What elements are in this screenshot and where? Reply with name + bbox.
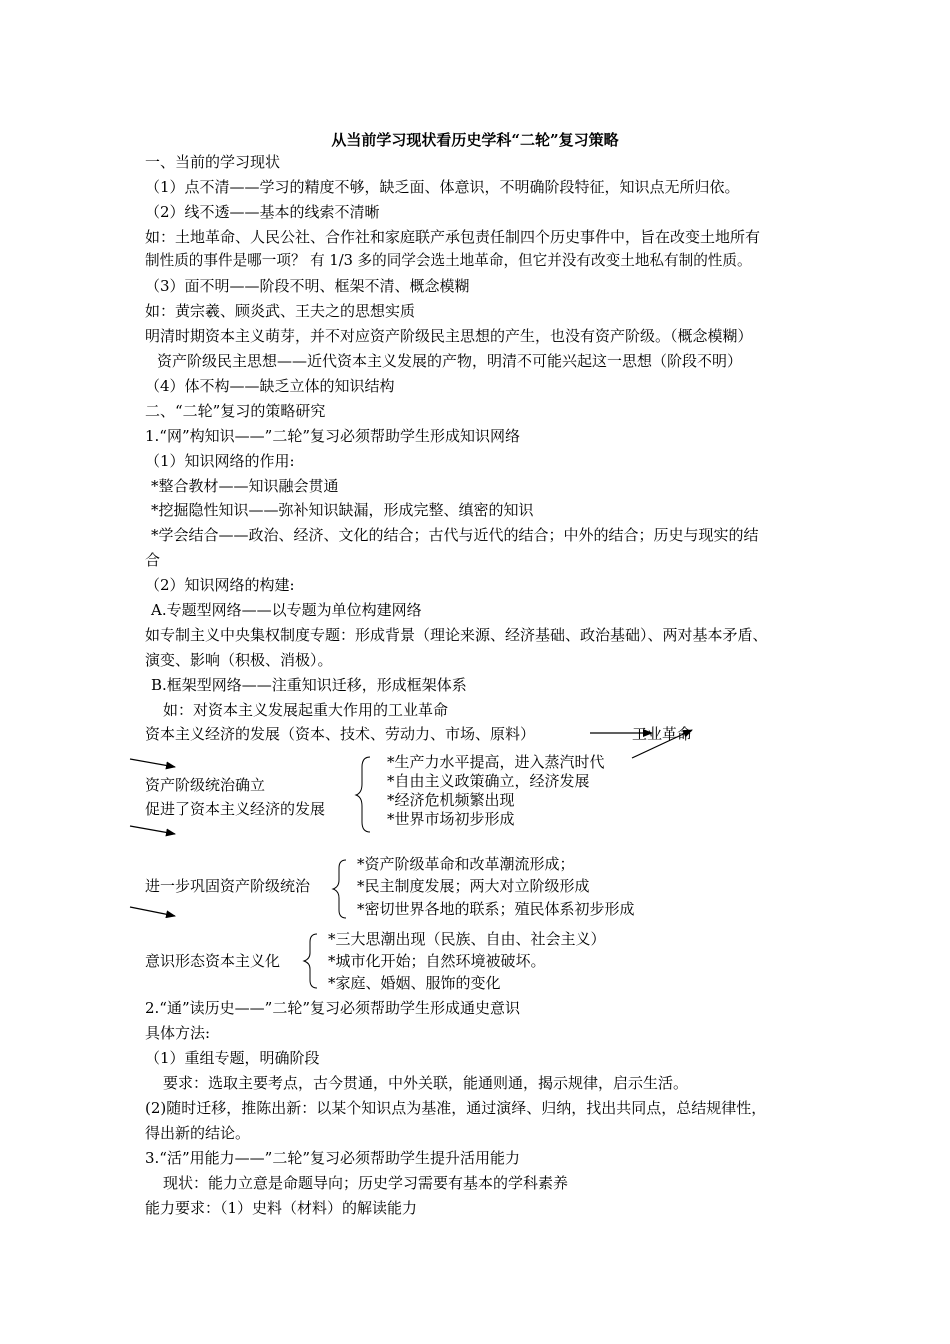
text-line: 能力要求：（1）史料（材料）的解读能力 [145,1199,418,1217]
brace-3 [304,934,317,988]
section-heading: 一、当前的学习现状 [145,153,281,171]
text-line: 如：对资本主义发展起重大作用的工业革命 [163,701,449,719]
page-title: 从当前学习现状看历史学科“二轮”复习策略 [331,131,619,149]
arrow-left-1 [130,759,175,767]
text-line: （1）点不清——学习的精度不够，缺乏面、体意识，不明确阶段特征，知识点无所归依。 [145,178,740,196]
diagram-g1-left: 促进了资本主义经济的发展 [145,800,326,818]
text-line: （2）知识网络的构建: [145,576,295,594]
arrow-up-right [632,730,692,758]
text-line: *学会结合——政治、经济、文化的结合；古代与近代的结合；中外的结合；历史与现实的结 [151,526,759,544]
diagram-g3-item: *城市化开始；自然环境被破坏。 [328,952,546,970]
text-line: 1.“网”构知识——”二轮”复习必须帮助学生形成知识网络 [145,427,520,445]
diagram-g3-left: 意识形态资本主义化 [145,952,281,970]
text-line: （3）面不明——阶段不明、框架不清、概念模糊 [145,277,470,295]
diagram-top-right: 工业革命 [632,725,693,743]
diagram-g2-left: 进一步巩固资产阶级统治 [145,877,311,895]
text-line: (2)随时迁移，推陈出新：以某个知识点为基准，通过演绎、归纳，找出共同点，总结规律性， [145,1099,767,1117]
section-heading: 3.“活”用能力——”二轮”复习必须帮助学生提升活用能力 [145,1149,520,1167]
diagram-g3-item: *三大思潮出现（民族、自由、社会主义） [328,930,606,948]
text-line: （4）体不构——缺乏立体的知识结构 [145,377,395,395]
diagram-g2-item: *资产阶级革命和改革潮流形成； [357,855,575,873]
section-heading: 二、“二轮”复习的策略研究 [145,402,326,420]
text-line: 合 [145,551,161,569]
text-line: （1）知识网络的作用: [145,452,295,470]
brace-1 [356,757,370,832]
text-line: 如：黄宗羲、顾炎武、王夫之的思想实质 [145,302,416,320]
text-line: *挖掘隐性知识——弥补知识缺漏，形成完整、缜密的知识 [151,501,534,519]
diagram-g1-item: *自由主义政策确立，经济发展 [387,772,590,790]
diagram-g1-left: 资产阶级统治确立 [145,776,266,794]
brace-2 [333,860,346,918]
text-line: （2）线不透——基本的线索不清晰 [145,203,380,221]
text-line: A.专题型网络——以专题为单位构建网络 [151,601,422,619]
text-line: 如：土地革命、人民公社、合作社和家庭联产承包责任制四个历史事件中，旨在改变土地所有 [145,228,761,246]
text-line: 具体方法: [145,1024,211,1042]
arrow-left-2 [130,826,175,834]
text-line: 明清时期资本主义萌芽，并不对应资产阶级民主思想的产生，也没有资产阶级。（概念模糊） [145,327,753,345]
text-line: 得出新的结论。 [145,1124,251,1142]
diagram-g2-item: *民主制度发展；两大对立阶级形成 [357,877,590,895]
arrow-left-3 [130,907,175,916]
diagram-top-left: 资本主义经济的发展（资本、技术、劳动力、市场、原料） [145,725,536,743]
text-line: 资产阶级民主思想——近代资本主义发展的产物，明清不可能兴起这一思想（阶段不明） [157,352,743,370]
section-heading: 2.“通”读历史——”二轮”复习必须帮助学生形成通史意识 [145,999,520,1017]
diagram-g1-item: *经济危机频繁出现 [387,791,515,809]
text-line: 要求：选取主要考点，古今贯通，中外关联，能通则通，揭示规律，启示生活。 [163,1074,689,1092]
diagram-g1-item: *生产力水平提高，进入蒸汽时代 [387,753,605,771]
diagram-g3-item: *家庭、婚姻、服饰的变化 [328,974,501,992]
text-line: 制性质的事件是哪一项？ 有 1/3 多的同学会选土地革命，但它并没有改变土地私有制的性质。 [145,252,752,269]
diagram-g1-item: *世界市场初步形成 [387,810,515,828]
text-line: （1）重组专题，明确阶段 [145,1049,320,1067]
diagram-g2-item: *密切世界各地的联系；殖民体系初步形成 [357,900,635,918]
text-line: 演变、影响（积极、消极）。 [145,651,333,669]
text-line: 如专制主义中央集权制度专题：形成背景（理论来源、经济基础、政治基础）、两对基本矛盾、 [145,626,768,644]
text-line: 现状：能力立意是命题导向；历史学习需要有基本的学科素养 [163,1174,569,1192]
text-line: B.框架型网络——注重知识迁移，形成框架体系 [151,676,467,694]
text-line: *整合教材——知识融会贯通 [151,477,339,495]
